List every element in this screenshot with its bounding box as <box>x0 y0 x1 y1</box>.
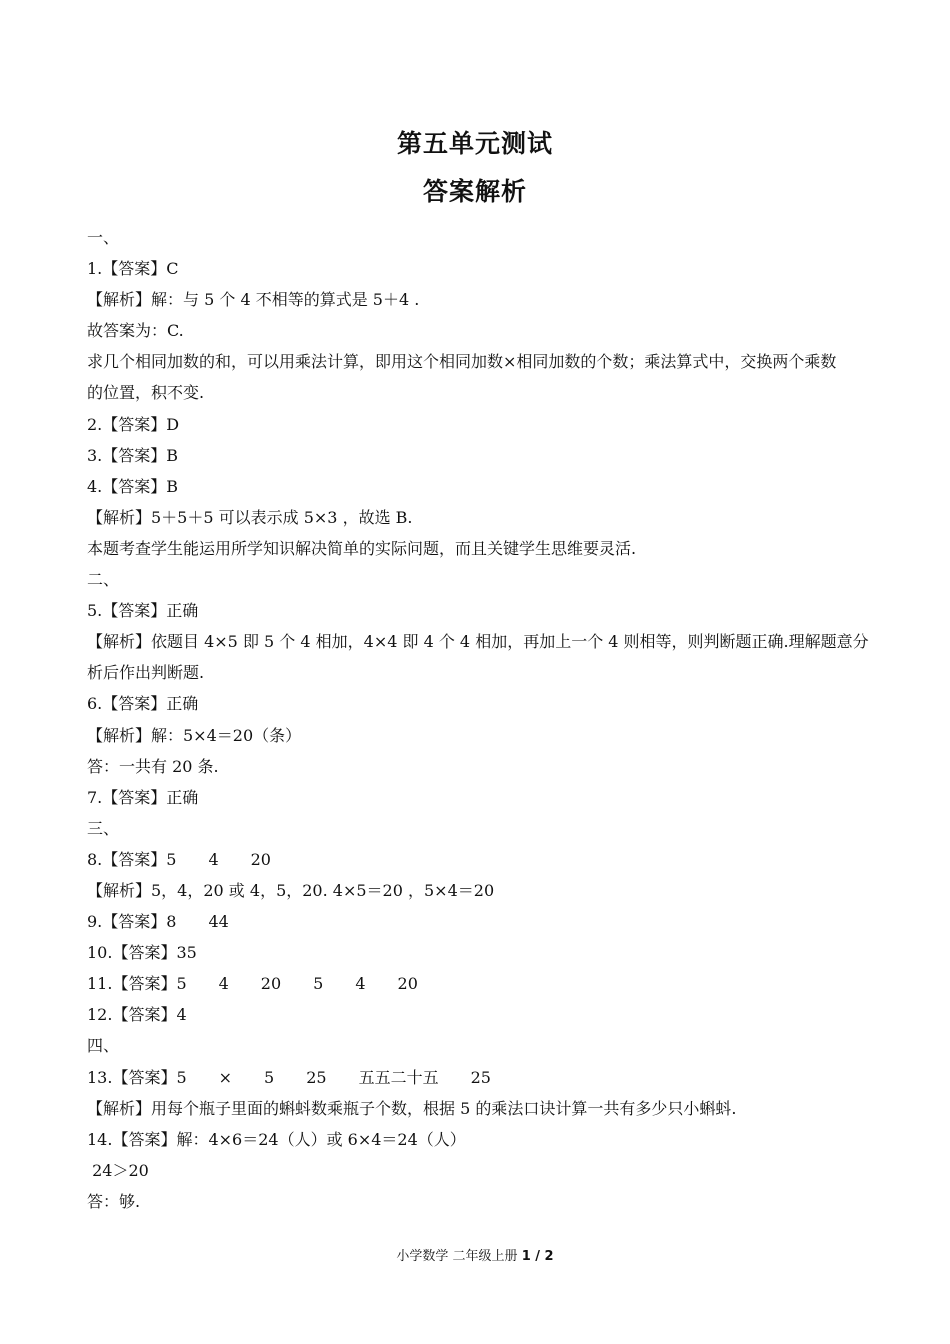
text-line: 【解析】解：与 5 个 4 不相等的算式是 5＋4 . <box>87 290 420 310</box>
text-line: 13.【答案】5 × 5 25 五五二十五 25 <box>87 1067 491 1087</box>
text-line: 二、 <box>87 570 120 590</box>
text-line: 10.【答案】35 <box>87 943 197 963</box>
text-line: 本题考查学生能运用所学知识解决简单的实际问题，而且关键学生思维要灵活. <box>87 538 637 558</box>
text-line: 7.【答案】正确 <box>87 787 199 807</box>
footer-text: 小学数学 二年级上册 <box>396 1249 522 1264</box>
page-footer <box>0 1245 950 1264</box>
text-line: 6.【答案】正确 <box>87 694 199 714</box>
page-subtitle: 答案解析 <box>422 177 527 206</box>
text-line: 的位置，积不变. <box>87 383 205 403</box>
text-line: 14.【答案】解：4×6＝24（人）或 6×4＝24（人） <box>87 1129 466 1149</box>
text-line: 4.【答案】B <box>87 476 179 496</box>
answer-content <box>87 222 867 1217</box>
text-line: 8.【答案】5 4 20 <box>87 849 271 869</box>
text-line: 故答案为：C. <box>87 321 184 341</box>
text-line: 析后作出判断题. <box>87 663 205 683</box>
text-line: 【解析】依题目 4×5 即 5 个 4 相加，4×4 即 4 个 4 相加，再加上一个 4 则相等，则判断题正确.理解题意分 <box>87 632 869 652</box>
text-line: 5.【答案】正确 <box>87 601 199 621</box>
text-line: 2.【答案】D <box>87 414 180 434</box>
text-line: 9.【答案】8 44 <box>87 912 229 932</box>
page-number: 1 / 2 <box>521 1249 554 1264</box>
text-line: 【解析】5，4，20 或 4，5，20. 4×5＝20 ，5×4＝20 <box>87 880 495 900</box>
text-line: 3.【答案】B <box>87 445 179 465</box>
text-line: 一、 <box>87 228 120 247</box>
text-line: 求几个相同加数的和，可以用乘法计算，即用这个相同加数×相同加数的个数；乘法算式中，交换两个乘数 <box>87 352 837 372</box>
text-line: 【解析】用每个瓶子里面的蝌蚪数乘瓶子个数，根据 5 的乘法口诀计算一共有多少只小蝌蚪. <box>87 1098 737 1118</box>
text-line: 答：够. <box>87 1191 141 1211</box>
text-line: 四、 <box>87 1036 120 1056</box>
text-line: 1.【答案】C <box>87 259 179 279</box>
text-line: 答：一共有 20 条. <box>87 756 219 776</box>
text-line: 【解析】解：5×4＝20（条） <box>87 725 302 745</box>
page-title: 第五单元测试 <box>396 129 553 158</box>
text-line: 三、 <box>87 818 120 838</box>
text-line: 24＞20 <box>87 1160 149 1180</box>
text-line: 11.【答案】5 4 20 5 4 20 <box>87 974 418 994</box>
text-line: 【解析】5＋5＋5 可以表示成 5×3 ，故选 B. <box>87 507 413 527</box>
text-line: 12.【答案】4 <box>87 1005 187 1025</box>
